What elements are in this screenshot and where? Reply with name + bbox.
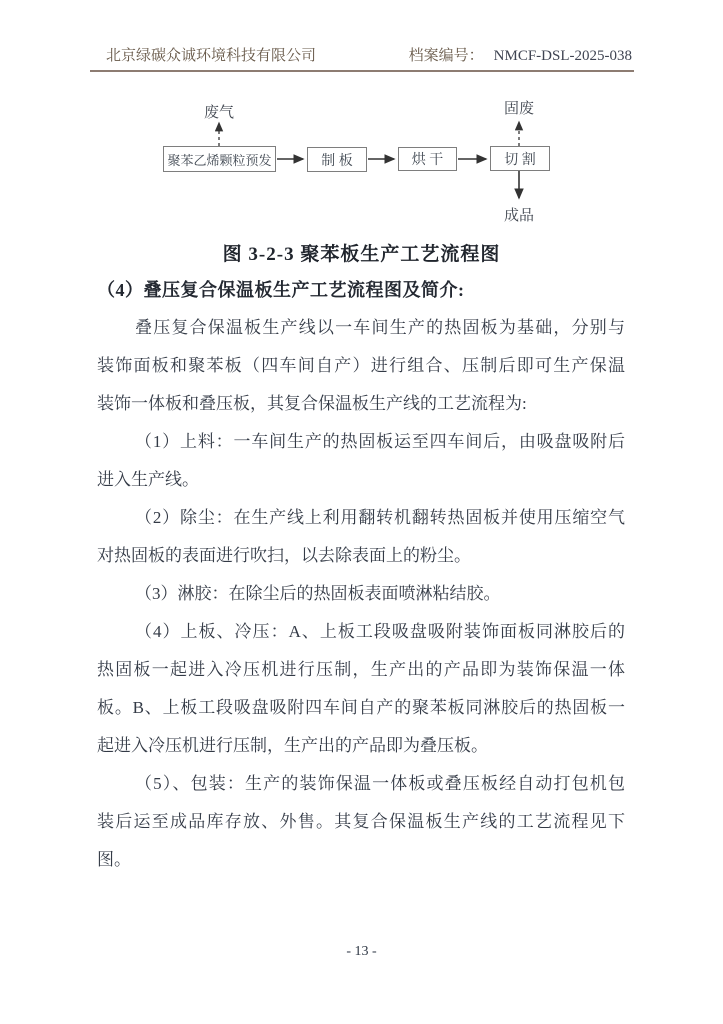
paragraph	[97, 423, 625, 499]
paragraph-line: 装饰面板和聚苯板（四车间自产）进行组合、压制后即可生产保温	[97, 356, 625, 375]
flow-box-drying: 烘 干	[398, 147, 457, 171]
paragraph-line: （5）、包装：生产的装饰保温一体板或叠压板经自动打包机包	[135, 774, 625, 793]
page-number: - 13 -	[346, 944, 377, 959]
body-text	[97, 271, 625, 879]
paragraph-line: 板。B、上板工段吸盘吸附四车间自产的聚苯板同淋胶后的热固板一	[97, 698, 625, 717]
flow-box-pre-expansion: 聚苯乙烯颗粒预发	[163, 146, 276, 172]
paragraph-line: 热固板一起进入冷压机进行压制，生产出的产品即为装饰保温一体	[97, 660, 625, 679]
flow-box-board-making: 制 板	[307, 147, 367, 172]
solid-waste-label: 固废	[504, 101, 535, 117]
paragraph-line: 叠压复合保温板生产线以一车间生产的热固板为基础，分别与	[135, 318, 625, 337]
paragraph-line: （2）除尘：在生产线上利用翻转机翻转热固板并使用压缩空气	[135, 508, 625, 527]
paragraph-line: 进入生产线。	[97, 470, 199, 489]
page-header	[90, 44, 634, 72]
paragraph	[97, 575, 625, 613]
paragraph	[97, 613, 625, 765]
paragraph	[97, 499, 625, 575]
paragraph-line: （1）上料：一车间生产的热固板运至四车间后，由吸盘吸附后	[135, 432, 625, 451]
process-flowchart	[0, 95, 723, 235]
section-heading: （4）叠压复合保温板生产工艺流程图及简介:	[97, 280, 465, 300]
paragraph-line: （3）淋胶：在除尘后的热固板表面喷淋粘结胶。	[135, 584, 501, 603]
company-name: 北京绿碳众诚环境科技有限公司	[106, 48, 317, 64]
paragraph-line: 起进入冷压机进行压制，生产出的产品即为叠压板。	[97, 736, 488, 755]
paragraph	[97, 309, 625, 423]
doc-number-group	[409, 44, 632, 65]
flow-box-cutting: 切 割	[490, 146, 550, 171]
doc-number-value: NMCF-DSL-2025-038	[493, 48, 632, 64]
paragraph-line: 装后运至成品库存放、外售。其复合保温板生产线的工艺流程见下	[97, 812, 625, 831]
waste-gas-label: 废气	[204, 105, 235, 121]
product-label: 成品	[504, 208, 535, 224]
paragraph-line: 对热固板的表面进行吹扫，以去除表面上的粉尘。	[97, 546, 471, 565]
paragraph	[97, 765, 625, 879]
doc-number-label: 档案编号：	[408, 48, 484, 64]
figure-caption: 图 3-2-3 聚苯板生产工艺流程图	[222, 244, 501, 265]
paragraph-line: （4）上板、冷压：A、上板工段吸盘吸附装饰面板同淋胶后的	[135, 622, 625, 641]
paragraph-line: 图。	[97, 850, 131, 869]
paragraph-line: 装饰一体板和叠压板，其复合保温板生产线的工艺流程为:	[97, 394, 527, 413]
